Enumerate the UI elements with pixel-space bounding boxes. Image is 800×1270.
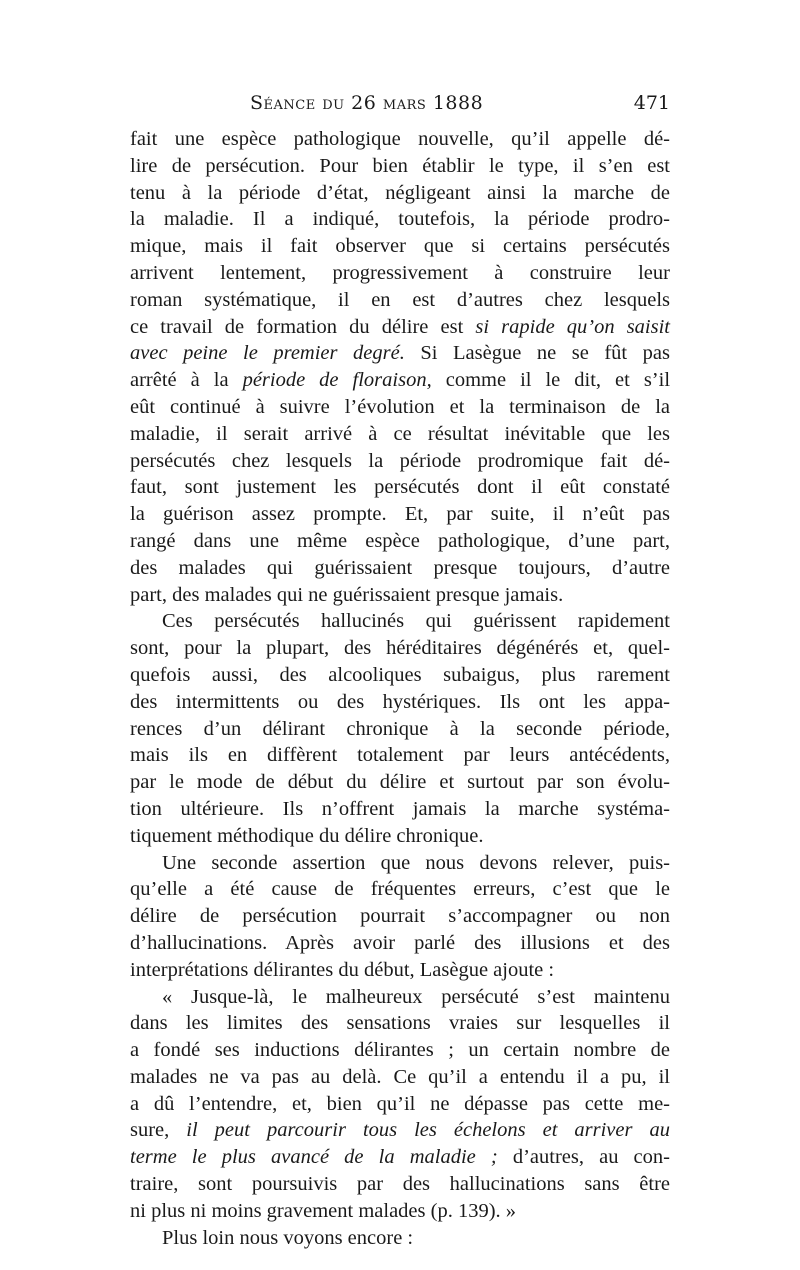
text-line: malades ne va pas au delà. Ce qu’il a entendu il a pu, il <box>130 1065 670 1088</box>
text-line: ni plus ni moins gravement malades (p. 139). » <box>130 1199 517 1222</box>
italic-segment: il peut parcourir tous les échelons et arriver au <box>186 1119 670 1142</box>
paragraph-4 <box>130 1225 670 1252</box>
text-line: mais ils en diffèrent totalement par leurs antécédents, <box>130 744 670 767</box>
text-line: rences d’un délirant chronique à la seconde période, <box>130 717 670 740</box>
text-line: a dû l’entendre, et, bien qu’il ne dépasse pas cette me- <box>130 1092 670 1115</box>
text-line: tenu à la période d’état, négligeant ainsi la marche de <box>130 181 670 204</box>
running-title-day: 26 <box>351 92 377 114</box>
text-line: tiquement méthodique du délire chronique. <box>130 824 484 847</box>
text-line: fait une espèce pathologique nouvelle, qu’il appelle dé- <box>130 128 670 150</box>
text-line: des malades qui guérissaient presque toujours, d’autre <box>130 556 670 579</box>
text-line: maladie, il serait arrivé à ce résultat inévitable que les <box>130 422 670 445</box>
text-line: qu’elle a été cause de fréquentes erreurs, c’est que le <box>130 878 670 901</box>
text-line: sont, pour la plupart, des héréditaires dégénérés et, quel- <box>130 637 670 660</box>
text-line: tion ultérieure. Ils n’offrent jamais la marche systéma- <box>130 797 670 820</box>
text-line: lire de persécution. Pour bien établir le type, il s’en est <box>130 154 670 177</box>
page-number: 471 <box>633 92 670 114</box>
text-line: Ces persécutés hallucinés qui guérissent rapidement <box>162 610 670 633</box>
text-line <box>130 314 670 341</box>
text-line: interprétations délirantes du début, Lasègue ajoute : <box>130 958 555 981</box>
text-line: arrivent lentement, progressivement à construire leur <box>130 261 670 284</box>
text-line: a fondé ses inductions délirantes ; un certain nombre de <box>130 1039 670 1062</box>
text-line: faut, sont justement les persécutés dont il eût constaté <box>130 476 670 499</box>
text-line: eût continué à suivre l’évolution et la terminaison de la <box>130 395 670 418</box>
text-segment: sure, <box>130 1119 187 1142</box>
text-line: des intermittents ou des hystériques. Ils ont les appa- <box>130 690 670 713</box>
text-line <box>130 1117 670 1144</box>
text-line: persécutés chez lesquels la période prodromique fait dé- <box>130 449 670 472</box>
text-line: Plus loin nous voyons encore : <box>162 1226 414 1249</box>
text-line: Une seconde assertion que nous devons relever, puis- <box>162 851 670 874</box>
text-line: traire, sont poursuivis par des hallucinations sans être <box>130 1173 670 1196</box>
running-title-year: 1888 <box>432 92 484 114</box>
running-title-month: mars <box>376 92 433 114</box>
text-line: dans les limites des sensations vraies sur lesquelles il <box>130 1012 670 1035</box>
body-text <box>130 126 670 1251</box>
italic-segment: avec peine le premier degré. <box>130 342 405 365</box>
text-line: délire de persécution pourrait s’accompagner ou non <box>130 905 670 928</box>
text-line <box>130 340 670 367</box>
text-line <box>130 1144 670 1171</box>
text-segment: comme il le dit, et s’il <box>431 369 671 392</box>
running-title <box>250 92 483 114</box>
text-segment: ce travail de formation du délire est <box>130 315 476 338</box>
text-line: la maladie. Il a indiqué, toutefois, la période prodro- <box>130 208 670 231</box>
text-line <box>130 367 670 394</box>
text-line: rangé dans une même espèce pathologique, d’une part, <box>130 529 670 552</box>
italic-segment: période de floraison, <box>242 369 432 392</box>
text-line: part, des malades qui ne guérissaient presque jamais. <box>130 583 564 606</box>
running-head <box>130 92 670 122</box>
text-line: mique, mais il fait observer que si certains persécutés <box>130 235 670 258</box>
paragraph-2 <box>130 608 670 849</box>
paragraph-1 <box>130 126 670 608</box>
italic-segment: si rapide qu’on saisit <box>475 315 670 338</box>
text-segment: arrêté à la <box>130 369 243 392</box>
text-line: par le mode de début du délire et surtout par son évolu- <box>130 771 670 794</box>
paragraph-3 <box>130 850 670 984</box>
running-title-seance: Séance du <box>250 92 352 114</box>
text-line: quefois aussi, des alcooliques subaigus, plus rarement <box>130 663 670 686</box>
text-line: la guérison assez prompte. Et, par suite, il n’eût pas <box>130 503 670 526</box>
text-segment: Si Lasègue ne se fût pas <box>404 342 670 365</box>
text-line: roman systématique, il en est d’autres chez lesquels <box>130 288 670 311</box>
text-segment: d’autres, au con- <box>497 1146 670 1169</box>
quotation <box>130 984 670 1225</box>
text-line: « Jusque-là, le malheureux persécuté s’est maintenu <box>162 985 670 1008</box>
text-line: d’hallucinations. Après avoir parlé des illusions et des <box>130 931 670 954</box>
italic-segment: terme le plus avancé de la maladie ; <box>130 1146 498 1169</box>
